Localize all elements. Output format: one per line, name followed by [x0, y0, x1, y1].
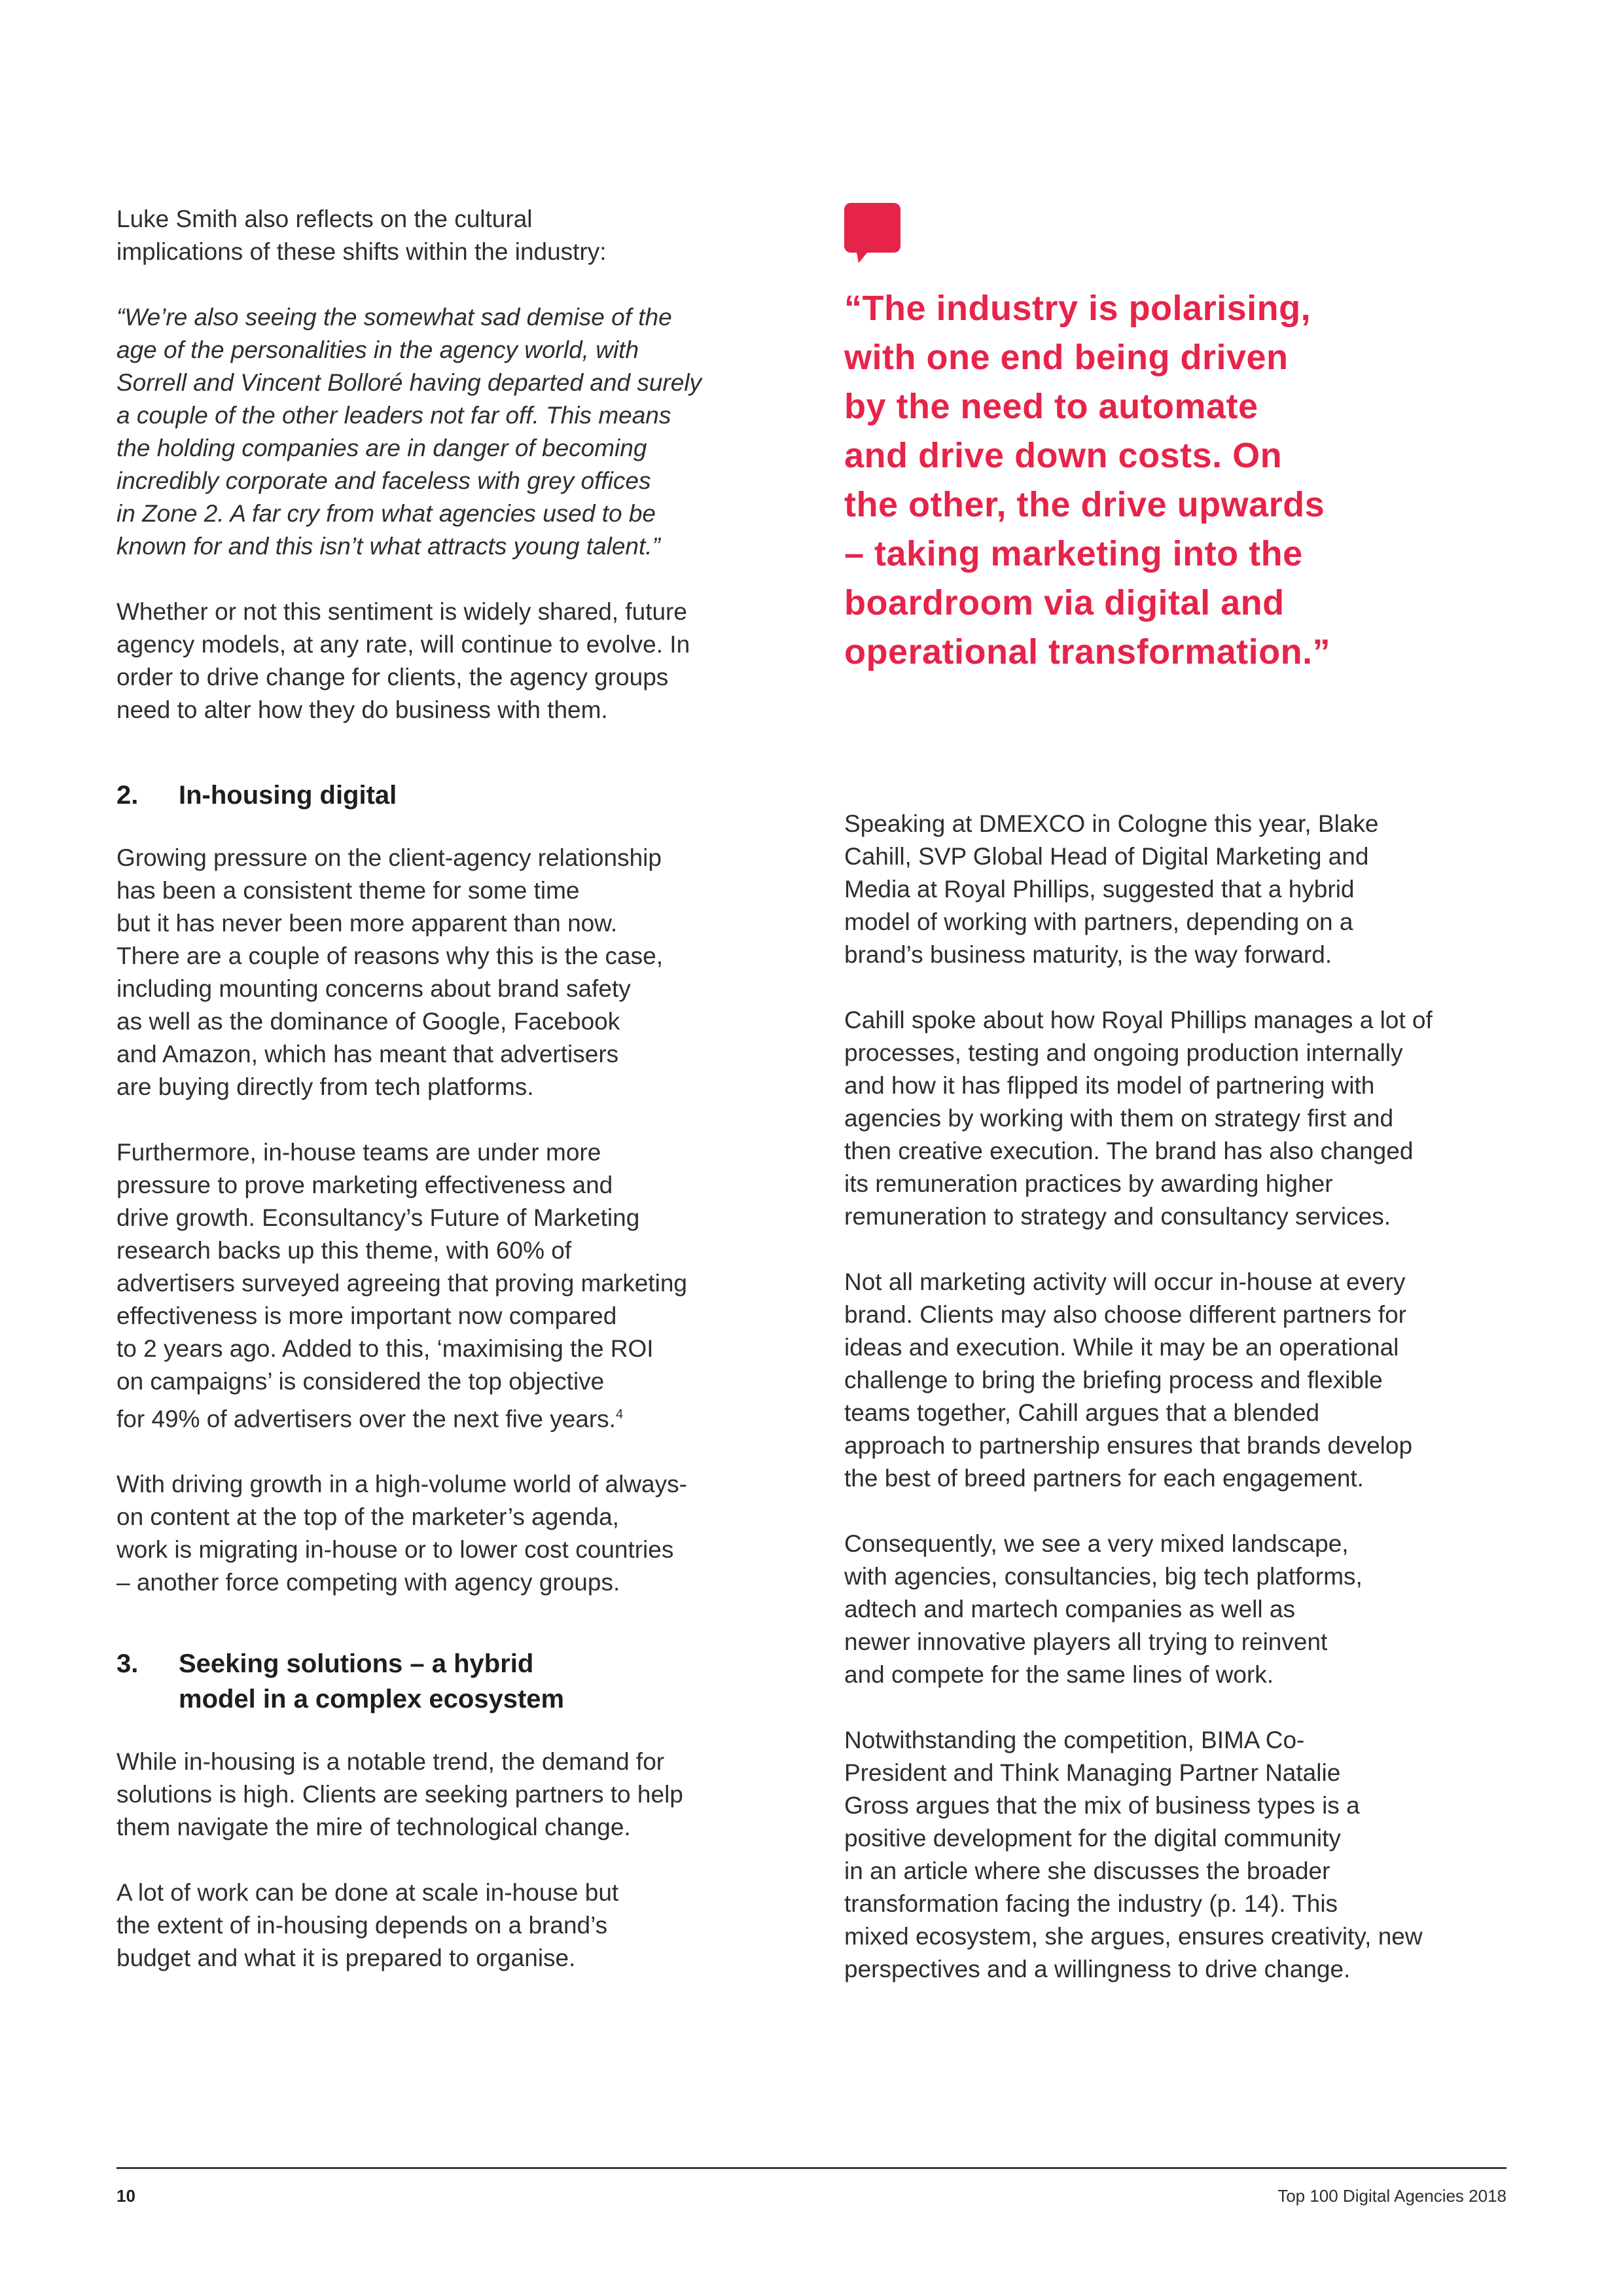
- paragraph-notwithstanding: Notwithstanding the competition, BIMA Co- President and Think Managing Partner Natalie Gross argues that the mix of business types is a positive development for the digital community in an article where she discusses the broader transformation facing the industry (p. 14). This mixed ecosystem, she argues, ensures creativity, new perspectives and a willingness to drive change.: [844, 1727, 1423, 1982]
- section-number: 2.: [116, 781, 139, 810]
- paragraph-consequently: Consequently, we see a very mixed landscape, with agencies, consultancies, big tech platforms, adtech and martech companies as well as newer innovative players all trying to reinvent and compete for the same lines of work.: [844, 1530, 1363, 1688]
- paragraph-speaking: Speaking at DMEXCO in Cologne this year, Blake Cahill, SVP Global Head of Digital Marketing and Media at Royal Phillips, suggested that a hybrid model of working with partners, depending on a brand’s business maturity, is the way forward.: [844, 810, 1379, 968]
- speech-bubble-icon: [844, 203, 901, 263]
- section-title: In-housing digital: [179, 781, 397, 810]
- section-heading-in-housing: [116, 778, 797, 813]
- footer-divider: [116, 2167, 1507, 2169]
- section-title: Seeking solutions – a hybrid model in a complex ecosystem: [179, 1649, 565, 1714]
- paragraph-furthermore: [116, 1136, 797, 1435]
- section-heading-seeking: [116, 1646, 797, 1717]
- paragraph-cahill: Cahill spoke about how Royal Phillips manages a lot of processes, testing and ongoing production internally and how it has flipped its model of partnering with agencies by working with them on strategy first and then creative execution. The brand has also changed its remuneration practices by awarding higher remuneration to strategy and consultancy services.: [844, 1007, 1433, 1230]
- section-number: 3.: [116, 1649, 139, 1679]
- smith-quote: “We’re also seeing the somewhat sad demise of the age of the personalities in the agency world, with Sorrell and Vincent Bolloré having departed and surely a couple of the other leaders not far off. This means the holding companies are in danger of becoming incredibly corporate and faceless with grey offices in Zone 2. A far cry from what agencies used to be known for and this isn’t what attracts young talent.”: [116, 304, 702, 560]
- left-column: [116, 203, 797, 1975]
- paragraph-driving: With driving growth in a high-volume world of always- on content at the top of the marketer’s agenda, work is migrating in-house or to lower cost countries – another force competing with agency groups.: [116, 1471, 687, 1596]
- paragraph-whether: Whether or not this sentiment is widely shared, future agency models, at any rate, will continue to evolve. In order to drive change for clients, the agency groups need to alter how they do business with them.: [116, 598, 690, 723]
- publication-title: Top 100 Digital Agencies 2018: [1277, 2186, 1507, 2206]
- paragraph-not-all: Not all marketing activity will occur in-house at every brand. Clients may also choose different partners for ideas and execution. While it may be an operational challenge to bring the briefing process and flexible teams together, Cahill argues that a blended approach to partnership ensures that brands develop the best of breed partners for each engagement.: [844, 1268, 1413, 1492]
- right-column: [844, 203, 1525, 1986]
- paragraph-alot: A lot of work can be done at scale in-house but the extent of in-housing depends on a brand’s budget and what it is prepared to organise.: [116, 1879, 619, 1972]
- pull-quote: “The industry is polarising, with one end being driven by the need to automate and drive down costs. On the other, the drive upwards – taking marketing into the boardroom via digital and operational transformation.”: [844, 289, 1331, 672]
- intro-paragraph: Luke Smith also reflects on the cultural implications of these shifts within the industry:: [116, 206, 607, 265]
- paragraph-growing: Growing pressure on the client-agency relationship has been a consistent theme for some time but it has never been more apparent than now. There are a couple of reasons why this is the case, including mounting concerns about brand safety as well as the dominance of Google, Facebook and Amazon, which has meant that advertisers are buying directly from tech platforms.: [116, 844, 663, 1100]
- paragraph-furthermore-text: Furthermore, in-house teams are under more pressure to prove marketing effectiveness and drive growth. Econsultancy’s Future of Marketing research backs up this theme, with 60% of advertisers surveyed agreeing that proving marketing effectiveness is more important now compared to 2 years ago. Added to this, ‘maximising the ROI on campaigns’ is considered the top objective for 49% of advertisers over the next five years.: [116, 1139, 688, 1433]
- paragraph-while: While in-housing is a notable trend, the demand for solutions is high. Clients are seeking partners to help them navigate the mire of technological change.: [116, 1748, 683, 1841]
- footnote-ref: 4: [615, 1407, 624, 1422]
- page-number: 10: [116, 2186, 135, 2206]
